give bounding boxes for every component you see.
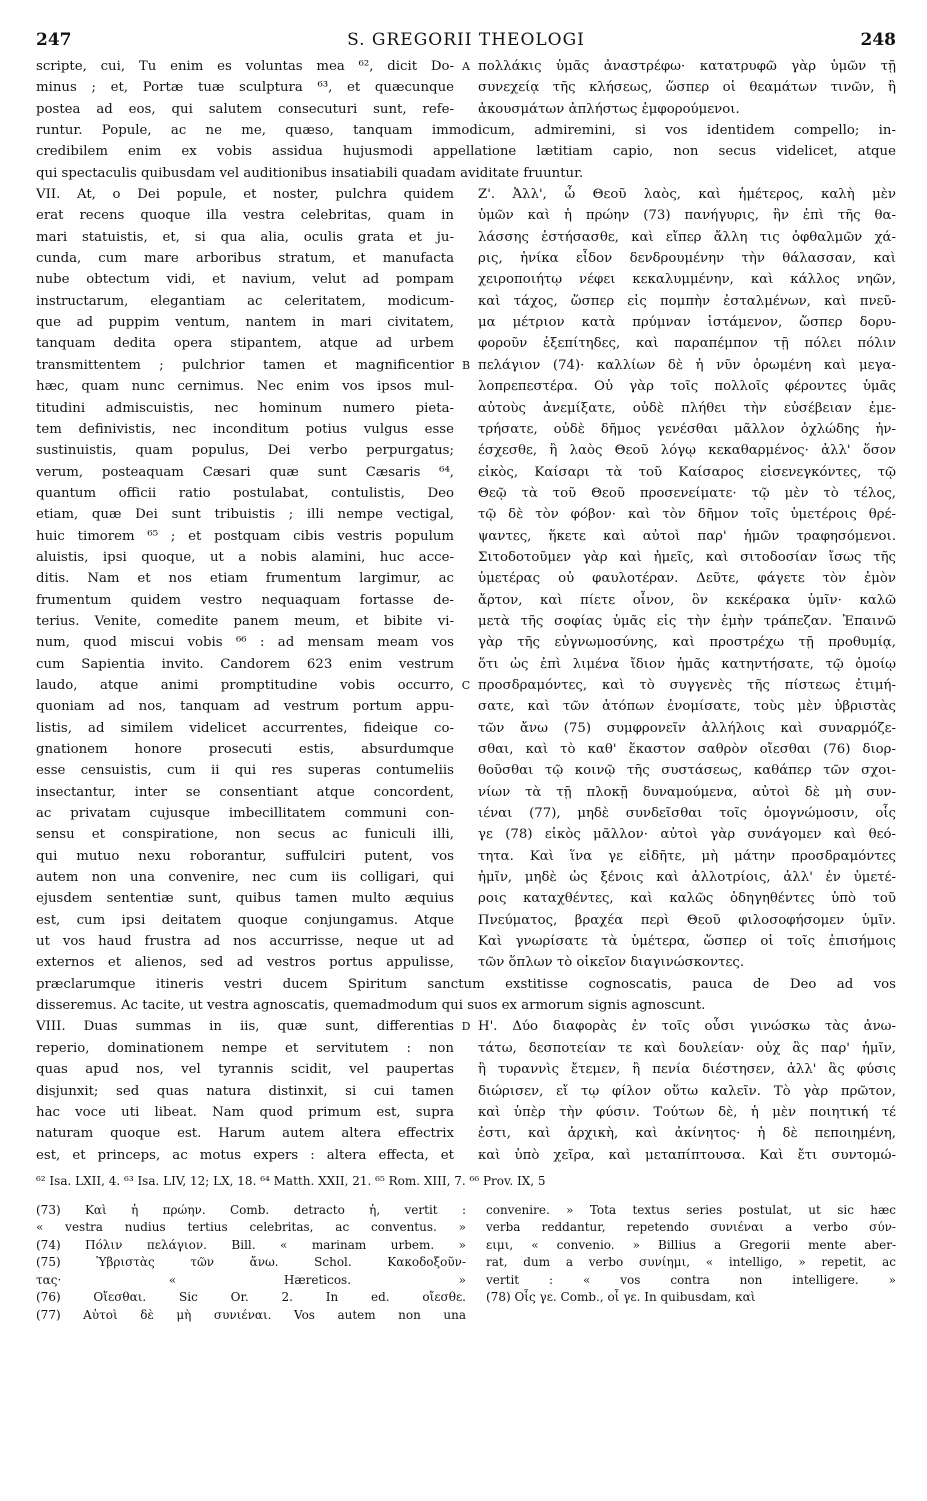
greek-column-vii <box>478 184 896 974</box>
text-line: μα μέτριον κατὰ πρύμναν ἱστάμενον, ὥσπερ δορυ- <box>478 315 896 331</box>
text-line: transmittentem ; pulchrior tamen et magnificentior <box>36 357 454 373</box>
running-header <box>36 30 896 56</box>
text-line: cunda, cum mare arboribus stratum, et manufacta <box>36 251 454 267</box>
running-title: S. GREGORII THEOLOGI <box>347 30 585 50</box>
text-line: præclarumque itineris vestri ducem Spiritum sanctum exstitisse cognoscatis, pauca de Deo ad vos <box>36 976 896 992</box>
text-line: καὶ τάχος, ὥσπερ εἰς πομπὴν ἐσταλμένων, καὶ πνεῦ- <box>478 293 896 309</box>
text-line: mari statuistis, et, si qua alia, oculis grata et ju- <box>36 229 454 245</box>
text-line: έσχεσθε, ἢ λαὸς Θεοῦ λόγῳ κεκαθαρμένος· ἀλλ' ὅσον <box>478 443 896 459</box>
text-line: erat recens quoque illa vestra celebritas, quam in <box>36 208 454 224</box>
margin-marker: C <box>461 678 471 692</box>
text-line: ροις καταχθέντες, καὶ καλῶς ὁδηγηθέντες ὑπὸ τοῦ <box>478 891 896 907</box>
text-line: (78) Οἷς γε. Comb., οἷ γε. In quibusdam, καὶ <box>486 1290 756 1305</box>
text-line: verba reddantur, repetendo συνιέναι a verbo σύν- <box>486 1220 896 1235</box>
text-line: γε (78) εἰκὸς μᾶλλον· αὐτοὶ γὰρ συνάγομεν καὶ θεό- <box>478 827 896 843</box>
text-line: postea ad eos, qui salutem consecuturi sunt, refe- <box>36 101 454 117</box>
text-line: terius. Venite, comedite panem meum, et bibite vi- <box>36 613 454 629</box>
text-line: Η'. Δύο διαφορὰς ἐν τοῖς οὖσι γινώσκω τὰς ἀνω- <box>478 1019 896 1035</box>
text-line: sustinuistis, quam populus, Dei verbo perpurgatus; <box>36 443 454 459</box>
text-line: etiam, quæ Dei sunt tribuistis ; illi nempe vectigal, <box>36 507 454 523</box>
text-line: listis, ad similem videlicet accurrentes, fideique co- <box>36 720 454 736</box>
text-line: reperio, dominationem nempe et servitutem : non <box>36 1040 454 1056</box>
text-line: ἢ τυραννὶς ἔτεμεν, ἢ πενία διέστησεν, ἀλλ' ἃς φύσις <box>478 1062 896 1078</box>
text-line: Σιτοδοτοῦμεν γὰρ καὶ ἡμεῖς, καὶ σιτοδοσίαν ἴσως τῆς <box>478 549 896 565</box>
margin-markers <box>456 184 476 974</box>
text-line: ἡμῖν, μηδὲ ὡς ξένοις καὶ ἀλλοτρίοις, ἀλλ' ἐν ὑμετέ- <box>478 870 896 886</box>
text-line: χειροποιήτῳ νέφει κεκαλυμμένην, καὶ κάλλος νηῶν, <box>478 272 896 288</box>
text-line: ὑμετέρας οὐ φαυλοτέραν. Δεῦτε, φάγετε τὸν ἐμὸν <box>478 571 896 587</box>
text-line: πολλάκις ὑμᾶς ἀναστρέφω· κατατρυφῶ γὰρ ὑμῶν τῇ <box>478 59 896 74</box>
text-line: sensu et conspiratione, non secus ac funiculi illi, <box>36 827 454 843</box>
footnotes-right <box>486 1202 896 1325</box>
text-line: quantum officii ratio postulabat, contulistis, Deo <box>36 485 454 501</box>
latin-column-viii <box>36 1016 454 1165</box>
text-line: συνεχείᾳ τῆς κλήσεως, ὥσπερ οἱ θεαμάτων τινῶν, ἢ <box>478 80 896 96</box>
text-line: τῶν ἄνω (75) συμφρονεῖν ἀλλήλοις καὶ συναρμόζε- <box>478 720 896 736</box>
text-line: naturam quoque est. Harum autem altera effectrix <box>36 1126 454 1142</box>
text-line: laudo, atque animi promptitudine vobis occurro, <box>36 677 454 693</box>
page-number-left: 247 <box>36 30 72 50</box>
text-line: μετὰ τῆς σοφίας ὑμᾶς εἰς τὴν ἐμὴν τράπεζαν. Ἐπαινῶ <box>478 613 896 629</box>
text-line: λάσσης ἐστήσασθε, καὶ εἴπερ ἄλλη τις ὀφθαλμῶν χά- <box>478 229 896 245</box>
text-line: hac voce uti libeat. Nam quod primum est, supra <box>36 1104 454 1120</box>
main-text <box>36 56 896 1166</box>
text-line: scripte, cui, Tu enim es voluntas mea ⁶², dicit Do- <box>36 59 454 74</box>
text-line: εἰκὸς, Καίσαρι τὰ τοῦ Καίσαρος εἰσενεγκόντες, τῷ <box>478 464 896 480</box>
text-line: runtur. Popule, ac ne me, quæso, tanquam immodicum, admiremini, si vos identidem compello; in- <box>36 123 896 139</box>
margin-markers <box>456 1016 476 1165</box>
text-line: rat, dum a verbo συνίημι, « intelligo, » repetit, ac <box>486 1255 896 1270</box>
text-line: Ζ'. Ἀλλ', ὦ Θεοῦ λαὸς, καὶ ἡμέτερος, καλὴ μὲν <box>478 187 896 203</box>
margin-markers <box>456 56 476 120</box>
section-viii <box>36 1016 896 1165</box>
text-line: τητα. Καὶ ἵνα γε εἰδῆτε, μὴ μάτην προσδραμόντες <box>478 848 896 864</box>
text-line: externos et alienos, sed ad vestros portus appulisse, <box>36 955 454 971</box>
text-line: ὅτι ὡς ἐπὶ λιμένα ἴδιον ἡμᾶς κατηντήσατε, τῷ ὁμοίῳ <box>478 656 896 672</box>
text-line: tanquam dedita opera stipantem, atque ad urbem <box>36 336 454 352</box>
text-line: convenire. » Tota textus series postulat, ut sic hæc <box>486 1202 896 1217</box>
text-line: insectantur, inter se consentiant atque concordent, <box>36 784 454 800</box>
margin-marker: B <box>461 358 471 372</box>
margin-marker: A <box>462 60 470 73</box>
text-line: aluistis, ipsi quoque, ut a nobis alamini, huc acce- <box>36 549 454 565</box>
text-line: ειμι, « convenio. » Billius a Gregorii mente aber- <box>486 1237 896 1252</box>
text-line: VII. At, o Dei popule, et noster, pulchra quidem <box>36 187 454 203</box>
section-vii <box>36 184 896 974</box>
scripture-references: ⁶² Isa. LXII, 4. ⁶³ Isa. LIV, 12; LX, 18. ⁶⁴ Matth. XXII, 21. ⁶⁵ Rom. XIII, 7. ⁶⁶ Prov. IX, 5 <box>36 1173 546 1188</box>
text-line: Πνεύματος, βραχέα περὶ Θεοῦ φιλοσοφήσομεν ὑμῖν. <box>478 912 896 928</box>
text-line: titudini admiscuistis, nec hominum numero pieta- <box>36 400 454 416</box>
text-line: frumentum quidem vestro nequaquam fortasse de- <box>36 592 454 608</box>
latin-column-vii <box>36 184 454 974</box>
text-line: σθαι, καὶ τὸ καθ' ἕκαστον σαθρὸν οἴεσθαι (76) διορ- <box>478 742 896 757</box>
text-line: verum, posteaquam Cæsari quæ sunt Cæsaris ⁶⁴, <box>36 464 454 480</box>
text-line: esse censuistis, cum ii qui res superas contumeliis <box>36 763 454 779</box>
text-line: huic timorem ⁶⁵ ; et postquam cibis vestris populum <box>36 528 454 544</box>
text-line: ἐστι, καὶ ἀρχικὴ, καὶ ἀκίνητος· ἡ δὲ πεποιημένη, <box>478 1126 896 1142</box>
greek-column-viii <box>478 1016 896 1165</box>
text-line: est, cum ipsi deitatem quoque conjungamus. Atque <box>36 912 454 928</box>
text-line: ac privatam cujusque imbecillitatem communi con- <box>36 806 454 822</box>
text-line: ὑμῶν καὶ ἡ πρώην (73) πανήγυρις, ἣν ἐπὶ τῆς θα- <box>478 208 896 224</box>
text-line: qui mutuo nexu roborantur, suffulciri putent, vos <box>36 848 454 864</box>
text-line: quas apud nos, vel tyrannis scidit, vel paupertas <box>36 1062 454 1078</box>
text-line: ρις, ἡνίκα εἶδον δενδρουμένην τὴν θάλασσαν, καὶ <box>478 251 896 267</box>
text-line: hæc, quam nunc cernimus. Nec enim vos ipsos mul- <box>36 379 454 395</box>
text-line: tem definivistis, nec inconditum potius vulgus esse <box>36 421 454 437</box>
text-line: ut vos haud frustra ad nos accurrisse, neque ut ad <box>36 934 454 950</box>
latin-column-top <box>36 56 454 120</box>
text-line: ψαντες, ἥκετε καὶ αὐτοὶ παρ' ἡμῶν τραφησόμενοι. <box>478 528 896 544</box>
full-width-text-middle <box>36 974 896 1017</box>
text-line: ἄρτον, καὶ πίετε οἶνον, ὃν κεκέρακα ὑμῖν· καλῶ <box>478 592 896 608</box>
text-line: προσδραμόντες, καὶ τὸ συγγενὲς τῆς πίστεως ἐτιμή- <box>478 677 896 693</box>
text-line: que ad puppim ventum, nantem in mari civitatem, <box>36 315 454 331</box>
text-line: φοροῦν ἐξεπίτηδες, καὶ παραπέμπον τῇ πόλει πόλιν <box>478 336 896 352</box>
text-line: Καὶ γνωρίσατε τὰ ὑμέτερα, ὥσπερ οἱ τοῖς ἐπισήμοις <box>478 934 896 950</box>
text-line: (77) Αὐτοὶ δὲ μὴ συνιέναι. Vos autem non una <box>36 1307 466 1322</box>
text-line: Θεῷ τὰ τοῦ Θεοῦ προσενείματε· τῷ μὲν τὸ τέλος, <box>478 485 896 501</box>
text-line: καὶ ὑπὸ χεῖρα, καὶ μεταπίπτουσα. Καὶ ἔτι συντομώ- <box>478 1147 896 1163</box>
text-line: minus ; et, Portæ tuæ sculptura ⁶³, et quæcunque <box>36 80 454 96</box>
margin-marker: D <box>461 1020 471 1034</box>
text-line: « vestra nudius tertius celebritas, ac conventus. » <box>36 1220 466 1235</box>
text-line: τας· « Hæreticos. » <box>36 1272 466 1287</box>
footnotes <box>36 1202 896 1325</box>
text-line: credibilem enim ex vobis assidua hujusmodi appellatione lætitiam capio, non secus videlicet, atque <box>36 144 896 160</box>
text-line: disjunxit; sed quas natura distinxit, si cui tamen <box>36 1083 454 1099</box>
text-line: ἀκουσμάτων ἀπλήστως ἐμφορούμενοι. <box>478 101 740 117</box>
text-line: nube obtectum vidi, et navium, velut ad pompam <box>36 272 454 288</box>
text-line: (76) Οἴεσθαι. Sic Or. 2. In ed. οἴεσθε. <box>36 1290 466 1305</box>
text-line: VIII. Duas summas in iis, quæ sunt, differentias <box>36 1019 454 1035</box>
text-line: τῷ δὲ τὸν φόβον· καὶ τὸν δῆμον τοῖς ὑμετέροις θρέ- <box>478 507 896 523</box>
full-width-text-top <box>36 120 896 184</box>
page <box>36 30 896 1324</box>
text-line: ιέναι (77), μηδὲ συνδεῖσθαι τοῖς ὁμογνώμοσιν, οἷς <box>478 806 896 822</box>
text-line: quoniam ad nos, tanquam ad vestrum portum appu- <box>36 699 454 715</box>
text-line: λοπρεπεστέρα. Οὐ γὰρ τοῖς πολλοῖς φέροντες ὑμᾶς <box>478 379 896 395</box>
text-line: est, et princeps, ac motus expers : altera effecta, et <box>36 1147 454 1163</box>
text-line: τρήσατε, οὐδὲ δῆμος γενέσθαι μᾶλλον ὀχλώδης ἠν- <box>478 421 896 437</box>
text-line: αὐτοὺς ἀνεμίξατε, οὐδὲ πλήθει τὴν εὐσέβειαν ἐμε- <box>478 400 896 416</box>
top-columns <box>36 56 896 120</box>
footnotes-left <box>36 1202 466 1325</box>
text-line: καὶ ὑπὲρ τὴν φύσιν. Τούτων δὲ, ἡ μὲν ποιητική τέ <box>478 1104 896 1120</box>
text-line: autem non una convenire, nec cum iis colligari, qui <box>36 870 454 886</box>
page-number-right: 248 <box>860 30 896 50</box>
text-line: σατε, καὶ τῶν ἀτόπων ἐνομίσατε, τοὺς μὲν ὑβριστὰς <box>478 699 896 715</box>
text-line: qui spectaculis quibusdam vel auditionibus insatiabili quadam aviditate fruuntur. <box>36 165 584 181</box>
text-line: cum Sapientia invito. Candorem 623 enim vestrum <box>36 656 454 672</box>
text-line: num, quod miscui vobis ⁶⁶ : ad mensam meam vos <box>36 635 454 651</box>
text-line: νίων τὰ τῇ πλοκῇ δυναμούμενα, αὐτοὶ δὲ μὴ συν- <box>478 784 896 800</box>
text-line: vertit : « vos contra non intelligere. » <box>486 1272 896 1287</box>
text-line: πελάγιον (74)· καλλίων δὲ ἡ νῦν ὁρωμένη καὶ μεγα- <box>478 357 896 373</box>
text-line: (73) Καὶ ἡ πρώην. Comb. detracto ἡ, vertit : <box>36 1202 466 1217</box>
text-line: ejusdem sententiæ sunt, quibus tamen multo æquius <box>36 891 454 907</box>
text-line: τάτω, δεσποτείαν τε καὶ δουλείαν· οὐχ ἃς παρ' ἡμῖν, <box>478 1040 896 1056</box>
text-line: διώρισεν, εἴ τῳ φίλον οὕτω καλεῖν. Τὸ γὰρ πρῶτον, <box>478 1083 896 1099</box>
greek-column-top <box>478 56 896 120</box>
text-line: (75) Ὑβριστὰς τῶν ἄνω. Schol. Κακοδοξοῦν- <box>36 1255 466 1270</box>
text-line: τῶν ὅπλων τὸ οἰκεῖον διαγινώσκοντες. <box>478 955 745 971</box>
text-line: gnationem honore prosecuti estis, absurdumque <box>36 742 454 757</box>
text-line: disseremus. Ac tacite, ut vestra agnoscatis, quemadmodum qui suos ex armorum signis agnoscunt. <box>36 998 706 1014</box>
text-line: (74) Πόλιν πελάγιον. Bill. « marinam urbem. » <box>36 1237 466 1252</box>
text-line: instructarum, elegantiam ac celeritatem, modicum- <box>36 293 454 309</box>
text-line: γὰρ τῆς εὐγνωμοσύνης, καὶ προστρέχω τῇ προθυμίᾳ, <box>478 635 896 651</box>
text-line: θοῦσθαι τῷ κοινῷ τῆς συστάσεως, καθάπερ τῶν σχοι- <box>478 763 896 779</box>
text-line: ditis. Nam et nos etiam frumentum largimur, ac <box>36 571 454 587</box>
